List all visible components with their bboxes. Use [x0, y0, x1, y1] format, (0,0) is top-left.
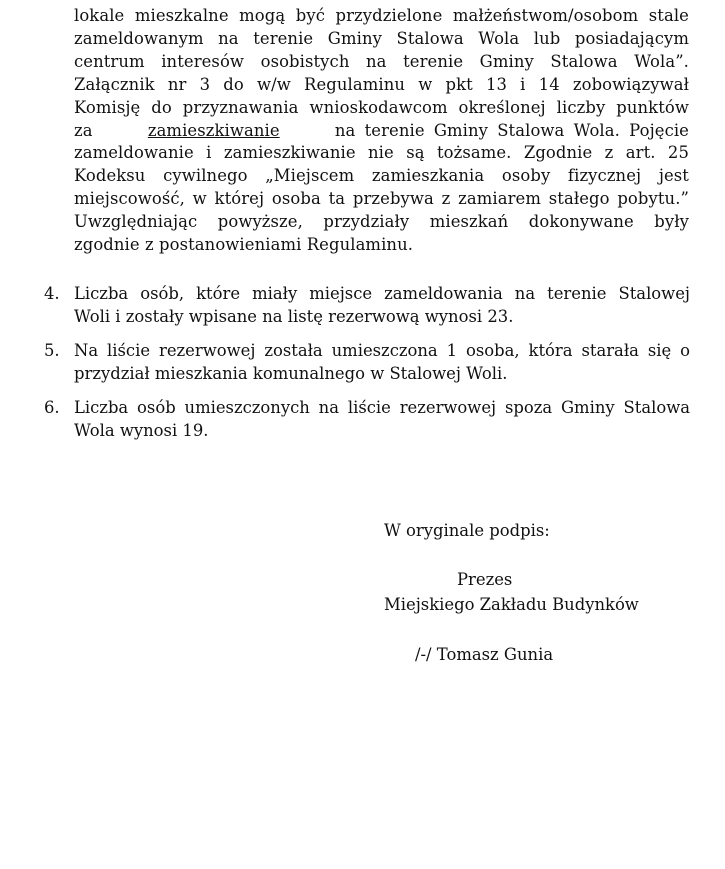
list-number: 5.	[44, 341, 60, 360]
paragraph-line: zameldowanie i zamieszkiwanie nie są tożsame. Zgodnie z art. 25	[74, 143, 689, 163]
continuation-paragraph	[74, 5, 689, 257]
paragraph-line: Uwzględniając powyższe, przydziały mieszkań dokonywane były	[74, 212, 689, 232]
original-signature-note: W oryginale podpis:	[384, 521, 550, 540]
underlined-term: zamieszkiwanie	[147, 120, 280, 140]
paragraph-line: centrum interesów osobistych na terenie Gminy Stalowa Wola”.	[74, 51, 689, 71]
list-line: Na liście rezerwowej została umieszczona 1 osoba, która starała się o	[74, 341, 690, 360]
paragraph-line: Załącznik nr 3 do w/w Regulaminu w pkt 13 i 14 zobowiązywał	[74, 74, 689, 94]
list-item-4	[44, 283, 690, 329]
paragraph-line: zameldowanym na terenie Gminy Stalowa Wola lub posiadającym	[74, 28, 689, 48]
list-line: Wola wynosi 19.	[74, 420, 209, 440]
signer-name: /-/ Tomasz Gunia	[415, 645, 554, 664]
list-line: Liczba osób umieszczonych na liście rezerwowej spoza Gminy Stalowa	[74, 398, 690, 417]
signer-organization: Miejskiego Zakładu Budynków	[384, 595, 639, 614]
paragraph-line: zgodnie z postanowieniami Regulaminu.	[74, 235, 414, 255]
list-number: 6.	[44, 398, 60, 417]
paragraph-line: lokale mieszkalne mogą być przydzielone małżeństwom/osobom stale	[74, 6, 689, 25]
paragraph-line: Komisję do przyznawania wnioskodawcom określonej liczby punktów	[74, 97, 689, 117]
line-suffix: na terenie Gminy Stalowa Wola. Pojęcie	[334, 120, 689, 140]
paragraph-line: Kodeksu cywilnego „Miejscem zamieszkania osoby fizycznej jest	[74, 166, 689, 186]
list-line: Liczba osób, które miały miejsce zameldowania na terenie Stalowej	[74, 284, 690, 303]
list-line: przydział mieszkania komunalnego w Stalowej Woli.	[74, 363, 508, 383]
list-number: 4.	[44, 284, 60, 303]
paragraph-line: miejscowość, w której osoba ta przebywa z zamiarem stałego pobytu.”	[74, 189, 689, 209]
paragraph-line-underlined	[74, 120, 689, 143]
list-line: Woli i zostały wpisane na listę rezerwową wynosi 23.	[74, 306, 514, 326]
list-item-5	[44, 340, 690, 386]
list-item-6	[44, 397, 690, 443]
signer-title: Prezes	[457, 570, 513, 589]
line-prefix: za	[74, 120, 93, 140]
